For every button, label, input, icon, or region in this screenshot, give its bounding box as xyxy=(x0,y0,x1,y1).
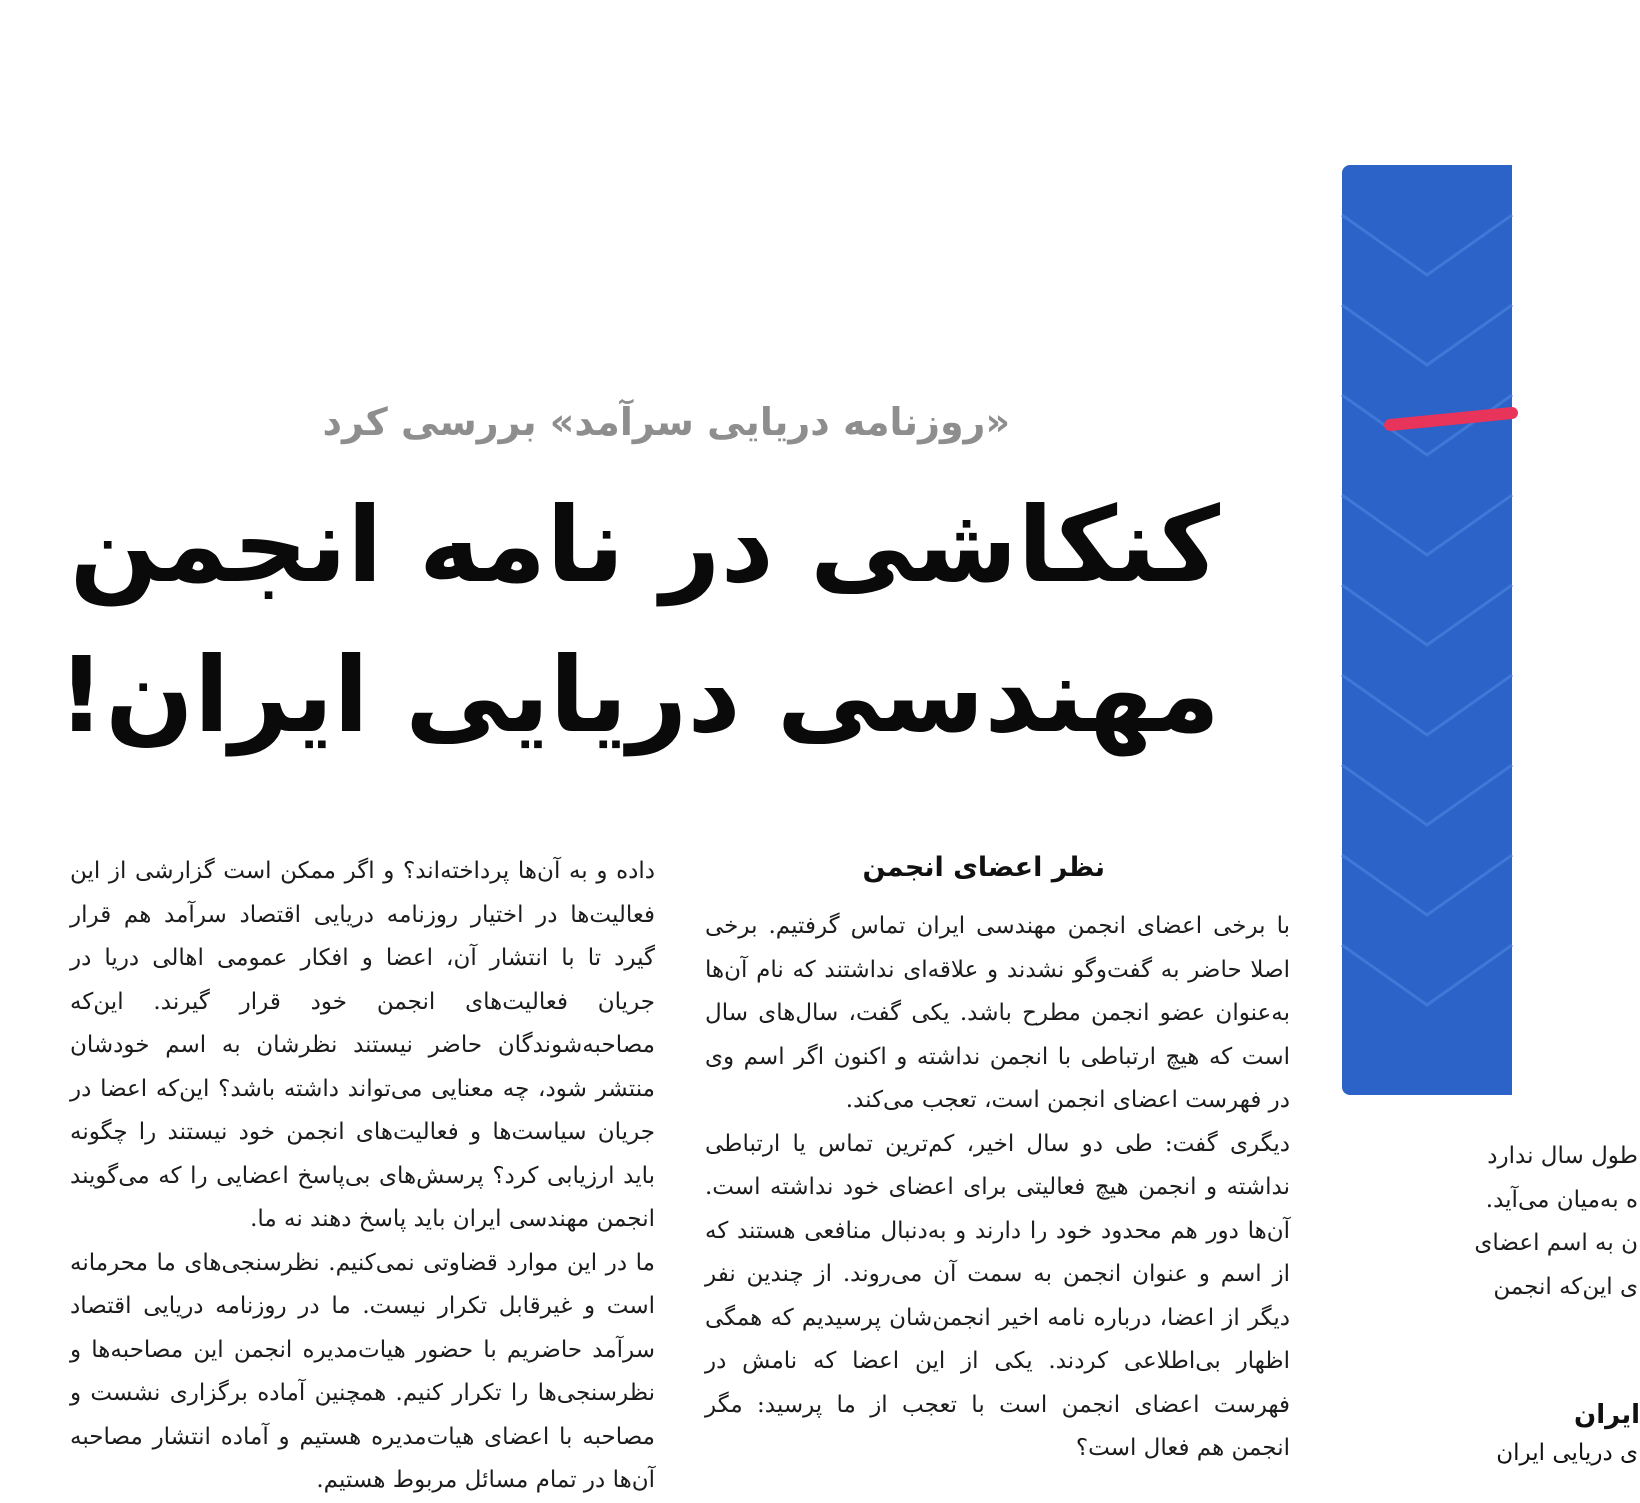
right-subheading: ایران xyxy=(1574,1400,1640,1430)
red-accent-bar xyxy=(1390,413,1512,425)
headline-line-2: مهندسی دریایی ایران! xyxy=(57,634,1220,756)
middle-column xyxy=(705,905,1290,1471)
chevron-pattern-graphic xyxy=(1342,165,1512,1095)
right-line-2: ه به‌میان می‌آید. xyxy=(1485,1186,1638,1213)
article-headline xyxy=(57,470,1220,770)
article-kicker: «روزنامه دریایی سرآمد» بررسی کرد xyxy=(322,400,1010,444)
left-column xyxy=(70,850,655,1503)
right-line-3: ن به اسم اعضای xyxy=(1474,1230,1638,1256)
right-line-4: ی این‌که انجمن xyxy=(1493,1273,1638,1300)
middle-paragraph-1: با برخی اعضای انجمن مهندسی ایران تماس گرفتیم. برخی اصلا حاضر به گفت‌وگو نشدند و علاقه‌ای نداشتند که نام آن‌ها به‌عنوان عضو انجمن مطرح باشد. یکی گفت، سال‌های سال است که هیچ ارتباطی با انجمن نداشته و اکنون اگر اسم وی در فهرست اعضای انجمن است، تعجب می‌کند. xyxy=(705,913,1290,1113)
headline-line-1: کنکاشی در نامه انجمن xyxy=(69,484,1220,606)
right-tail-line: ی دریایی ایران xyxy=(1496,1440,1638,1466)
middle-paragraph-2: دیگری گفت: طی دو سال اخیر، کم‌ترین تماس یا ارتباطی نداشته و انجمن هیچ فعالیتی برای اعضای خود نداشته است. آن‌ها دور هم محدود خود را دارند و به‌دنبال منافعی هستند که از اسم و عنوان انجمن به سمت آن می‌روند. از چندین نفر دیگر از اعضا، درباره نامه اخیر انجمن‌شان پرسیدیم که همگی اظهار بی‌اطلاعی کردند. یکی از این اعضا که نامش در فهرست اعضای انجمن است با تعجب از ما پرسید: مگر انجمن هم فعال است؟ xyxy=(705,1130,1290,1461)
right-column-cut xyxy=(1338,1135,1638,1309)
section-heading: نظر اعضای انجمن xyxy=(862,852,1105,883)
left-paragraph-1: داده و به آن‌ها پرداخته‌اند؟ و اگر ممکن است گزارشی از این فعالیت‌ها در اختیار روزنامه دریایی اقتصاد سرآمد هم قرار گیرد تا با انتشار آن، اعضا و افکار عمومی اهالی دریا در جریان فعالیت‌های انجمن خود قرار گیرند. این‌که مصاحبه‌شوندگان حاضر نیستند نظرشان به اسم خودشان منتشر شود، چه معنایی می‌تواند داشته باشد؟ این‌که اعضا در جریان سیاست‌ها و فعالیت‌های انجمن خود نیستند را چگونه باید ارزیابی کرد؟ پرسش‌های بی‌پاسخ اعضایی را که می‌گویند انجمن مهندسی ایران باید پاسخ دهند نه ما. xyxy=(70,858,655,1232)
left-paragraph-2: ما در این موارد قضاوتی نمی‌کنیم. نظرسنجی‌های ما محرمانه است و غیرقابل تکرار نیست. ما در روزنامه دریایی اقتصاد سرآمد حاضریم با حضور هیات‌مدیره انجمن این مصاحبه‌ها و نظرسنجی‌ها را تکرار کنیم. همچنین آماده برگزاری نشست و مصاحبه با اعضای هیات‌مدیره هستیم و آماده انتشار مصاحبه آن‌ها در تمام مسائل مربوط هستیم. xyxy=(70,1249,655,1493)
right-line-1: طول سال ندارد xyxy=(1487,1143,1638,1169)
photo-panel xyxy=(1342,165,1512,1095)
